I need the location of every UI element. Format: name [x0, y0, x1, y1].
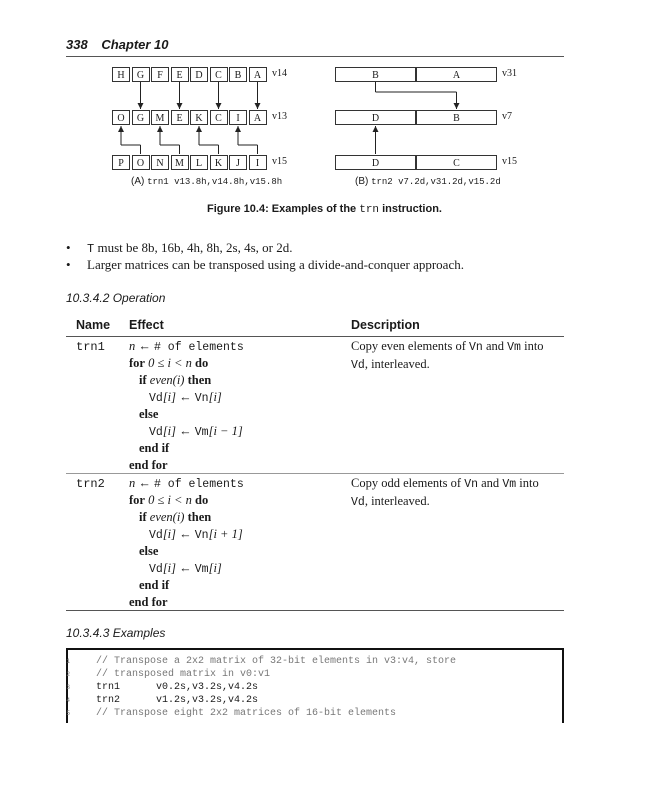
chapter-title: Chapter 10	[101, 37, 169, 52]
vector-element: O	[132, 155, 150, 170]
effect-algorithm: n ← # of elements for 0 ≤ i < n do if even(i) then Vd[i] ← Vn[i + 1] else Vd[i] ← Vm[i] end if end for	[129, 476, 244, 609]
vector-element: E	[171, 110, 189, 125]
panel-b-caption-code: trn2 v7.2d,v31.2d,v15.2d	[371, 177, 501, 187]
instruction-name: trn1	[76, 340, 105, 354]
vector-element: C	[210, 67, 228, 82]
arrow-head	[235, 126, 241, 132]
vector-element: A	[249, 110, 267, 125]
vector-element: D	[335, 110, 416, 125]
arrow-head	[373, 126, 379, 132]
vector-element: D	[190, 67, 208, 82]
code-line	[66, 668, 271, 681]
instruction-name: trn2	[76, 477, 105, 491]
table-row	[66, 338, 564, 472]
panel-a-caption	[131, 176, 282, 187]
vector-element: D	[335, 155, 416, 170]
effect-description: Copy odd elements of Vn and Vm into Vd, interleaved.	[351, 476, 539, 509]
table-row	[66, 475, 564, 609]
code-text: trn1 v0.2s,v3.2s,v4.2s	[96, 682, 259, 693]
vector-element: A	[249, 67, 267, 82]
arrow-head	[255, 103, 261, 109]
page-number: 338	[66, 37, 88, 52]
arrow-head	[216, 103, 222, 109]
figure-10-4	[0, 60, 649, 195]
code-text: // transposed matrix in v0:v1	[96, 669, 271, 680]
figure-caption-code: trn	[359, 204, 380, 216]
arrow-head	[118, 126, 124, 132]
vector-element: I	[229, 110, 247, 125]
vector-element: M	[171, 155, 189, 170]
bullet-text: Larger matrices can be transposed using a divide-and-conquer approach.	[87, 257, 464, 272]
vector-element: K	[190, 110, 208, 125]
table-header-description: Description	[351, 318, 420, 332]
vector-element: N	[151, 155, 169, 170]
vector-element: J	[229, 155, 247, 170]
register-label: v15	[272, 156, 287, 167]
line-number: 2	[66, 671, 70, 678]
line-number: 1	[66, 658, 70, 665]
vector-element: E	[171, 67, 189, 82]
panel-a-caption-prefix: (A)	[131, 176, 148, 187]
vector-element: B	[229, 67, 247, 82]
code-text: trn2 v1.2s,v3.2s,v4.2s	[96, 695, 259, 706]
figure-caption-prefix: Figure 10.4: Examples of the	[207, 203, 360, 215]
figure-arrows	[0, 60, 649, 195]
line-number: 5	[66, 710, 70, 717]
vector-element: M	[151, 110, 169, 125]
bullet-code: T	[87, 242, 95, 256]
bullet-dot: •	[66, 257, 71, 272]
vector-element: G	[132, 110, 150, 125]
register-label: v14	[272, 68, 287, 79]
register-label: v15	[502, 156, 517, 167]
operation-table	[66, 318, 564, 612]
panel-b-caption	[355, 176, 501, 187]
code-listing	[66, 648, 564, 723]
bullet-list	[66, 240, 566, 274]
section-heading-examples: 10.3.4.3 Examples	[66, 626, 166, 640]
line-number: 4	[66, 697, 70, 704]
register-label: v7	[502, 111, 512, 122]
vector-element: G	[132, 67, 150, 82]
code-line	[66, 655, 457, 668]
vector-element: B	[335, 67, 416, 82]
section-heading-operation: 10.3.4.2 Operation	[66, 291, 166, 305]
bullet-item	[66, 240, 566, 257]
vector-element: C	[416, 155, 497, 170]
table-bottom-rule	[66, 610, 564, 611]
register-label: v31	[502, 68, 517, 79]
header-rule	[66, 56, 564, 57]
vector-element: C	[210, 110, 228, 125]
code-line	[66, 707, 397, 720]
code-line	[66, 694, 259, 707]
effect-description: Copy even elements of Vn and Vm into Vd, interleaved.	[351, 339, 544, 372]
vector-element: O	[112, 110, 130, 125]
arrow-head	[454, 103, 460, 109]
line-number: 3	[66, 684, 70, 691]
table-header-name: Name	[76, 318, 111, 332]
arrow-head	[157, 126, 163, 132]
vector-element: A	[416, 67, 497, 82]
panel-a-caption-code: trn1 v13.8h,v14.8h,v15.8h	[147, 177, 283, 187]
vector-element: H	[112, 67, 130, 82]
figure-caption	[0, 203, 649, 216]
effect-algorithm: n ← # of elements for 0 ≤ i < n do if even(i) then Vd[i] ← Vn[i] else Vd[i] ← Vm[i − 1] end if end for	[129, 339, 244, 472]
register-label: v13	[272, 111, 287, 122]
running-header	[66, 37, 169, 52]
table-header-rule	[66, 336, 564, 337]
bullet-text: must be 8b, 16b, 4h, 8h, 2s, 4s, or 2d.	[94, 240, 293, 255]
bullet-dot: •	[66, 240, 71, 255]
vector-element: B	[416, 110, 497, 125]
code-line	[66, 681, 259, 694]
arrow-head	[138, 103, 144, 109]
arrow-head	[196, 126, 202, 132]
code-lines	[66, 655, 556, 723]
code-text: // Transpose eight 2x2 matrices of 16-bit elements	[96, 708, 397, 719]
vector-element: P	[112, 155, 130, 170]
figure-caption-suffix: instruction.	[379, 203, 442, 215]
code-text: // Transpose a 2x2 matrix of 32-bit elements in v3:v4, store	[96, 656, 457, 667]
table-header-effect: Effect	[129, 318, 164, 332]
table-row-rule	[66, 473, 564, 474]
panel-b-caption-prefix: (B)	[355, 176, 372, 187]
vector-element: F	[151, 67, 169, 82]
arrow-head	[177, 103, 183, 109]
bullet-item	[66, 257, 566, 274]
vector-element: L	[190, 155, 208, 170]
vector-element: K	[210, 155, 228, 170]
vector-element: I	[249, 155, 267, 170]
